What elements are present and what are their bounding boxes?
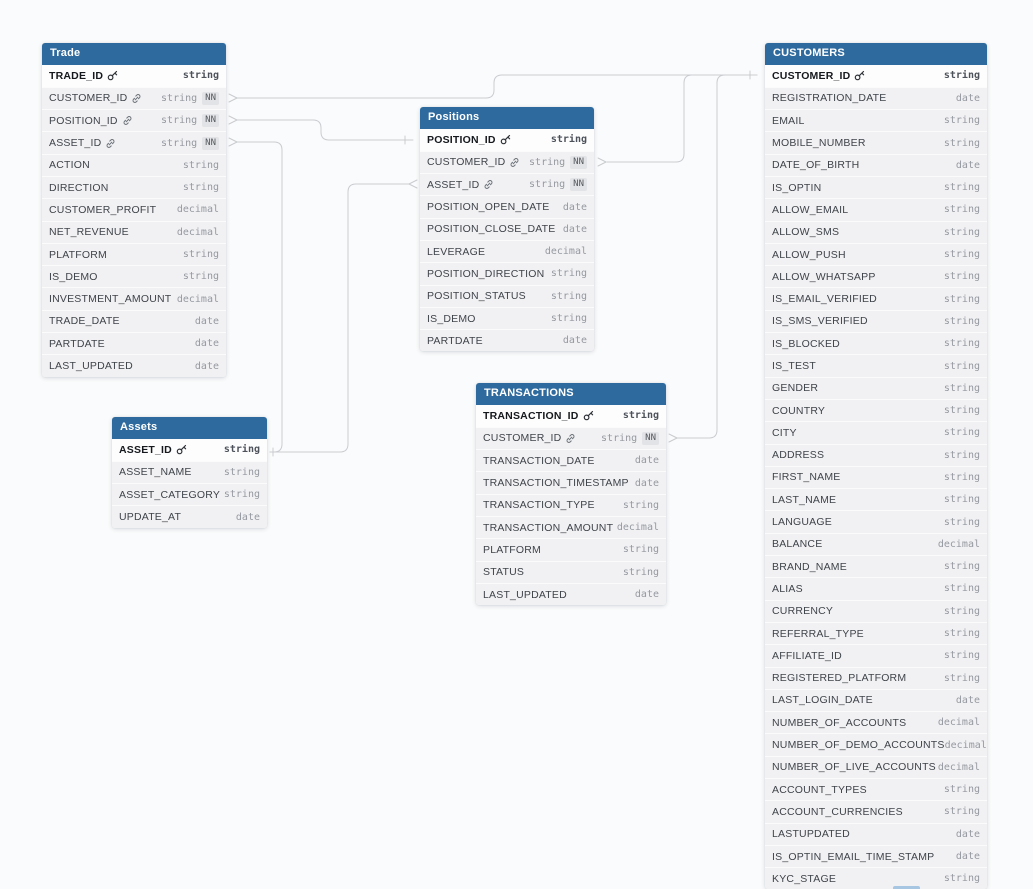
column-type: string [182, 182, 219, 194]
link-icon [122, 115, 133, 126]
column-name: ASSET_ID [119, 443, 172, 456]
column-type: date [955, 92, 980, 104]
column-type: string [182, 249, 219, 261]
column-name: CUSTOMER_ID [483, 432, 562, 445]
column-row-transaction_id[interactable] [476, 405, 666, 427]
column-row-is_sms_verified[interactable] [765, 310, 987, 332]
column-type: string [943, 628, 980, 640]
column-row-asset_category[interactable] [112, 483, 267, 505]
column-type: string [550, 290, 587, 302]
column-type: date [955, 828, 980, 840]
column-name: IS_TEST [772, 360, 816, 372]
column-name: REGISTERED_PLATFORM [772, 672, 907, 685]
column-row-referral_type[interactable] [765, 622, 987, 644]
column-type: string [943, 226, 980, 238]
column-type: string [943, 672, 980, 684]
column-name: LANGUAGE [772, 516, 832, 529]
column-row-position_open_date[interactable] [420, 195, 594, 217]
table-assets[interactable] [112, 417, 267, 528]
column-name: UPDATE_AT [119, 511, 182, 524]
column-type: decimal [176, 204, 219, 216]
column-type: string [943, 471, 980, 483]
column-name: AFFILIATE_ID [772, 649, 842, 662]
column-name: CUSTOMER_ID [427, 156, 506, 169]
column-name: ACCOUNT_TYPES [772, 783, 867, 796]
column-type: decimal [176, 226, 219, 238]
column-type: string [182, 159, 219, 171]
column-row-customer_id[interactable] [420, 151, 594, 173]
column-type: string [223, 466, 260, 478]
column-name: MOBILE_NUMBER [772, 137, 866, 150]
column-row-net_revenue[interactable] [42, 221, 226, 243]
column-row-position_close_date[interactable] [420, 218, 594, 240]
column-type: decimal [944, 739, 987, 751]
not-null-badge: NN [642, 432, 659, 445]
column-name: DIRECTION [49, 181, 109, 194]
column-type: decimal [176, 293, 219, 305]
column-type: string [943, 583, 980, 595]
table-header-positions[interactable]: Positions [420, 107, 594, 129]
column-row-customer_id[interactable] [42, 87, 226, 109]
column-name: BALANCE [772, 538, 823, 551]
column-row-asset_id[interactable] [420, 173, 594, 195]
relationship-line[interactable] [237, 142, 282, 452]
column-type: string [943, 360, 980, 372]
column-name: LASTUPDATED [772, 828, 850, 841]
column-row-investment_amount[interactable] [42, 287, 226, 309]
column-row-affiliate_id[interactable] [765, 644, 987, 666]
column-type: date [562, 201, 587, 213]
column-row-lastupdated[interactable] [765, 823, 987, 845]
table-columns-customers [765, 65, 987, 889]
column-row-platform[interactable] [42, 243, 226, 265]
relationship-line[interactable] [607, 75, 757, 162]
column-row-first_name[interactable] [765, 466, 987, 488]
not-null-badge: NN [202, 92, 219, 105]
column-type: string [529, 179, 566, 191]
column-type: string [943, 650, 980, 662]
column-row-transaction_date[interactable] [476, 449, 666, 471]
link-icon [509, 157, 520, 168]
column-name: STATUS [483, 566, 525, 579]
column-name: ALIAS [772, 582, 803, 595]
column-name: FIRST_NAME [772, 471, 841, 484]
column-name: ALLOW_EMAIL [772, 203, 849, 216]
column-name: CURRENCY [772, 605, 834, 618]
column-name: TRADE_ID [49, 69, 104, 82]
table-columns-positions [420, 129, 594, 352]
column-type: decimal [937, 538, 980, 550]
column-type: date [562, 223, 587, 235]
column-type: string [550, 268, 587, 280]
column-type: string [943, 806, 980, 818]
column-row-mobile_number[interactable] [765, 131, 987, 153]
column-row-status[interactable] [476, 561, 666, 583]
many-side-marker[interactable] [229, 116, 237, 124]
column-row-customer_id[interactable] [765, 65, 987, 87]
column-row-account_currencies[interactable] [765, 800, 987, 822]
column-row-customer_id[interactable] [476, 427, 666, 449]
column-name: CITY [772, 426, 797, 439]
column-name: TRANSACTION_ID [483, 409, 579, 422]
column-row-trade_date[interactable] [42, 310, 226, 332]
table-header-transactions[interactable]: TRANSACTIONS [476, 383, 666, 405]
column-name: ALLOW_SMS [772, 226, 840, 239]
column-type: date [955, 159, 980, 171]
column-row-position_id[interactable] [42, 109, 226, 131]
column-name: ASSET_ID [427, 178, 480, 191]
column-name: LEVERAGE [427, 245, 486, 258]
column-row-alias[interactable] [765, 577, 987, 599]
column-name: TRANSACTION_TYPE [483, 499, 595, 512]
not-null-badge: NN [202, 114, 219, 127]
column-row-action[interactable] [42, 154, 226, 176]
table-transactions[interactable] [476, 383, 666, 605]
table-header-trade[interactable]: Trade [42, 43, 226, 65]
column-name: POSITION_OPEN_DATE [427, 201, 550, 214]
column-type: decimal [544, 246, 587, 258]
column-type: string [943, 516, 980, 528]
column-row-last_login_date[interactable] [765, 689, 987, 711]
column-name: ALLOW_PUSH [772, 248, 846, 261]
column-type: date [194, 338, 219, 350]
many-side-marker[interactable] [409, 180, 417, 188]
column-type: decimal [616, 522, 659, 534]
column-type: string [943, 315, 980, 327]
column-row-position_id[interactable] [420, 129, 594, 151]
column-row-is_optin[interactable] [765, 176, 987, 198]
table-positions[interactable] [420, 107, 594, 351]
column-name: EMAIL [772, 114, 805, 127]
column-row-is_test[interactable] [765, 354, 987, 376]
column-row-gender[interactable] [765, 377, 987, 399]
column-type: string [943, 427, 980, 439]
column-name: REGISTRATION_DATE [772, 92, 887, 105]
column-row-email[interactable] [765, 109, 987, 131]
column-type: string [223, 489, 260, 501]
column-name: CUSTOMER_ID [772, 69, 851, 82]
column-name: ASSET_ID [49, 137, 102, 150]
column-row-number_of_accounts[interactable] [765, 711, 987, 733]
column-row-number_of_live_accounts[interactable] [765, 756, 987, 778]
column-type: string [161, 137, 198, 149]
column-row-balance[interactable] [765, 533, 987, 555]
column-row-trade_id[interactable] [42, 65, 226, 87]
column-name: IS_BLOCKED [772, 337, 840, 350]
column-name: REFERRAL_TYPE [772, 627, 864, 640]
column-row-country[interactable] [765, 399, 987, 421]
column-type: string [943, 137, 980, 149]
column-type: string [943, 182, 980, 194]
column-type: string [529, 156, 566, 168]
column-name: PARTDATE [427, 334, 483, 347]
column-name: POSITION_ID [49, 114, 118, 127]
column-row-registration_date[interactable] [765, 87, 987, 109]
key-icon [107, 70, 118, 81]
relationship-line[interactable] [237, 75, 757, 98]
relationship-line[interactable] [237, 120, 413, 140]
column-name: IS_OPTIN_EMAIL_TIME_STAMP [772, 850, 935, 863]
column-type: string [943, 293, 980, 305]
not-null-badge: NN [570, 178, 587, 191]
column-row-is_demo[interactable] [42, 265, 226, 287]
column-row-currency[interactable] [765, 600, 987, 622]
table-customers[interactable] [765, 43, 987, 889]
column-row-allow_email[interactable] [765, 198, 987, 220]
column-type: string [622, 566, 659, 578]
column-name: TRANSACTION_AMOUNT [483, 521, 614, 534]
column-name: POSITION_STATUS [427, 290, 526, 303]
column-type: string [182, 271, 219, 283]
column-type: date [634, 589, 659, 601]
column-row-city[interactable] [765, 421, 987, 443]
column-type: string [943, 338, 980, 350]
table-trade[interactable] [42, 43, 226, 377]
column-type: decimal [937, 717, 980, 729]
column-name: PLATFORM [49, 248, 107, 261]
column-row-is_demo[interactable] [420, 307, 594, 329]
column-name: ASSET_CATEGORY [119, 488, 221, 501]
column-type: string [943, 784, 980, 796]
column-type: date [634, 455, 659, 467]
column-row-is_blocked[interactable] [765, 332, 987, 354]
link-icon [131, 93, 142, 104]
column-type: string [550, 313, 587, 325]
column-name: COUNTRY [772, 404, 826, 417]
column-row-leverage[interactable] [420, 240, 594, 262]
column-type: date [634, 477, 659, 489]
column-name: PARTDATE [49, 337, 105, 350]
column-type: string [622, 499, 659, 511]
column-row-number_of_demo_accounts[interactable] [765, 733, 987, 755]
table-columns-transactions [476, 405, 666, 606]
column-row-platform[interactable] [476, 538, 666, 560]
column-name: NUMBER_OF_DEMO_ACCOUNTS [772, 739, 945, 752]
column-row-allow_sms[interactable] [765, 221, 987, 243]
column-name: ASSET_NAME [119, 466, 192, 479]
column-name: LAST_NAME [772, 493, 837, 506]
key-icon [583, 410, 594, 421]
key-icon [500, 134, 511, 145]
column-type: string [943, 449, 980, 461]
column-type: string [550, 134, 587, 146]
column-name: INVESTMENT_AMOUNT [49, 293, 172, 306]
column-type: string [161, 92, 198, 104]
column-name: POSITION_CLOSE_DATE [427, 223, 556, 236]
column-type: string [943, 70, 980, 82]
column-name: ACTION [49, 159, 90, 172]
column-name: ALLOW_WHATSAPP [772, 270, 876, 283]
column-type: string [943, 405, 980, 417]
column-row-date_of_birth[interactable] [765, 154, 987, 176]
column-type: date [955, 851, 980, 863]
column-row-partdate[interactable] [42, 332, 226, 354]
link-icon [105, 138, 116, 149]
column-type: string [943, 382, 980, 394]
column-type: string [943, 115, 980, 127]
column-type: decimal [937, 761, 980, 773]
column-row-is_optin_email_time_stamp[interactable] [765, 845, 987, 867]
column-name: NUMBER_OF_ACCOUNTS [772, 716, 907, 729]
column-type: string [182, 70, 219, 82]
column-type: string [943, 494, 980, 506]
column-name: TRANSACTION_DATE [483, 454, 595, 467]
column-name: POSITION_DIRECTION [427, 267, 545, 280]
column-row-asset_name[interactable] [112, 461, 267, 483]
column-row-transaction_type[interactable] [476, 494, 666, 516]
column-name: IS_DEMO [49, 270, 98, 283]
column-row-allow_whatsapp[interactable] [765, 265, 987, 287]
column-row-direction[interactable] [42, 176, 226, 198]
column-row-partdate[interactable] [420, 329, 594, 351]
column-row-account_types[interactable] [765, 778, 987, 800]
column-name: NUMBER_OF_LIVE_ACCOUNTS [772, 761, 936, 774]
column-name: CUSTOMER_ID [49, 92, 128, 105]
column-name: DATE_OF_BIRTH [772, 159, 860, 172]
table-header-customers[interactable]: CUSTOMERS [765, 43, 987, 65]
many-side-marker[interactable] [229, 138, 237, 146]
column-name: KYC_STAGE [772, 872, 837, 885]
column-name: LAST_UPDATED [49, 360, 133, 372]
column-type: string [223, 444, 260, 456]
table-header-assets[interactable]: Assets [112, 417, 267, 439]
many-side-marker[interactable] [598, 158, 606, 166]
column-name: ADDRESS [772, 449, 825, 462]
column-type: date [235, 511, 260, 523]
column-name: IS_DEMO [427, 312, 476, 325]
column-type: string [943, 561, 980, 573]
column-type: date [194, 315, 219, 327]
column-type: string [601, 432, 638, 444]
column-type: string [622, 544, 659, 556]
column-name: LAST_UPDATED [483, 588, 567, 601]
column-name: PLATFORM [483, 543, 541, 556]
column-row-last_updated[interactable] [42, 354, 226, 376]
column-name: TRADE_DATE [49, 315, 120, 328]
column-type: date [562, 335, 587, 347]
column-name: ACCOUNT_CURRENCIES [772, 805, 903, 818]
column-row-position_status[interactable] [420, 285, 594, 307]
column-row-is_email_verified[interactable] [765, 287, 987, 309]
column-type: string [161, 115, 198, 127]
column-type: string [943, 605, 980, 617]
column-name: LAST_LOGIN_DATE [772, 694, 873, 707]
not-null-badge: NN [570, 156, 587, 169]
column-type: string [943, 204, 980, 216]
column-type: string [943, 271, 980, 283]
column-name: NET_REVENUE [49, 226, 129, 239]
column-row-language[interactable] [765, 510, 987, 532]
column-row-asset_id[interactable] [112, 439, 267, 461]
column-row-address[interactable] [765, 444, 987, 466]
column-row-last_name[interactable] [765, 488, 987, 510]
column-name: BRAND_NAME [772, 560, 847, 573]
column-row-transaction_amount[interactable] [476, 516, 666, 538]
many-side-marker[interactable] [669, 434, 677, 442]
column-row-registered_platform[interactable] [765, 667, 987, 689]
column-name: POSITION_ID [427, 133, 496, 146]
many-side-marker[interactable] [229, 94, 237, 102]
column-row-allow_push[interactable] [765, 243, 987, 265]
column-row-position_direction[interactable] [420, 262, 594, 284]
link-icon [483, 179, 494, 190]
column-row-last_updated[interactable] [476, 583, 666, 605]
column-name: CUSTOMER_PROFIT [49, 203, 157, 216]
link-icon [565, 433, 576, 444]
table-columns-assets [112, 439, 267, 528]
table-columns-trade [42, 65, 226, 377]
column-name: IS_EMAIL_VERIFIED [772, 293, 877, 306]
relationship-line[interactable] [677, 75, 757, 438]
column-name: GENDER [772, 382, 819, 395]
key-icon [854, 70, 865, 81]
column-row-asset_id[interactable] [42, 131, 226, 153]
column-row-kyc_stage[interactable] [765, 867, 987, 889]
not-null-badge: NN [202, 137, 219, 150]
column-row-update_at[interactable] [112, 505, 267, 527]
column-type: string [622, 410, 659, 422]
column-name: IS_OPTIN [772, 181, 822, 194]
column-row-customer_profit[interactable] [42, 198, 226, 220]
column-name: TRANSACTION_TIMESTAMP [483, 477, 629, 490]
relationship-line[interactable] [270, 184, 409, 452]
column-row-brand_name[interactable] [765, 555, 987, 577]
column-name: IS_SMS_VERIFIED [772, 315, 868, 328]
column-row-transaction_timestamp[interactable] [476, 471, 666, 493]
key-icon [176, 444, 187, 455]
column-type: string [943, 873, 980, 885]
column-type: date [955, 694, 980, 706]
column-type: date [194, 360, 219, 372]
column-type: string [943, 249, 980, 261]
